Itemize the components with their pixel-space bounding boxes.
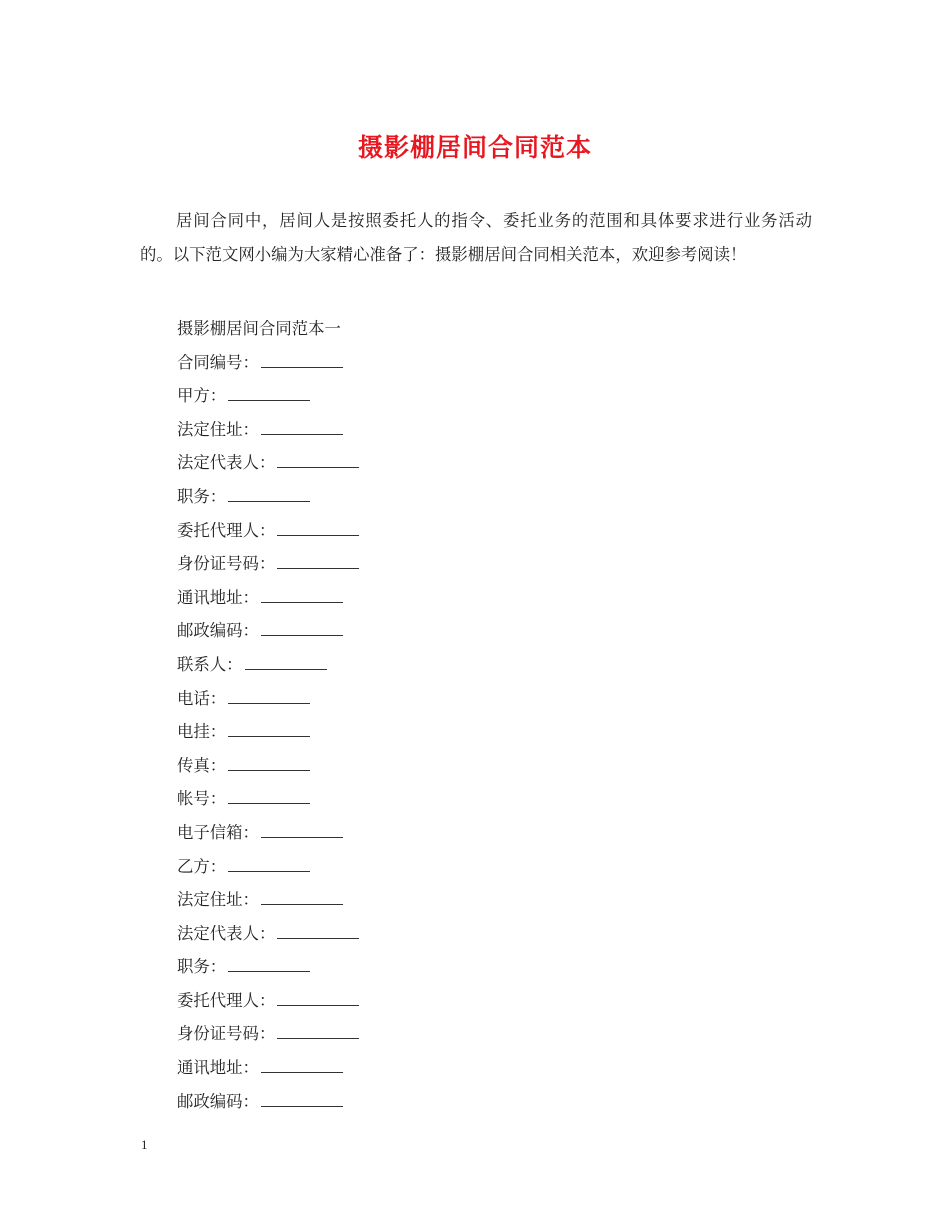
field-label: 法定代表人：	[177, 923, 276, 943]
blank-line	[261, 586, 343, 603]
blank-line	[245, 653, 327, 670]
field-a-mailing-address	[177, 581, 359, 615]
field-label: 通讯地址：	[177, 1058, 259, 1078]
field-label: 电挂：	[177, 722, 227, 742]
field-label: 法定代表人：	[177, 453, 276, 473]
field-label: 职务：	[177, 957, 227, 977]
field-b-id-number	[177, 1017, 359, 1051]
blank-line	[228, 754, 310, 771]
field-label: 委托代理人：	[177, 520, 276, 540]
blank-line	[261, 1056, 343, 1073]
blank-line	[228, 485, 310, 502]
blank-line	[277, 1022, 359, 1039]
blank-line	[228, 955, 310, 972]
field-a-legal-representative	[177, 446, 359, 480]
field-a-contact	[177, 648, 359, 682]
field-b-postal-code	[177, 1085, 359, 1119]
blank-line	[277, 552, 359, 569]
field-label: 联系人：	[177, 654, 243, 674]
section-heading: 摄影棚居间合同范本一	[177, 319, 341, 338]
blank-line	[261, 351, 343, 368]
contract-field-list	[177, 312, 359, 1118]
field-a-agent	[177, 514, 359, 548]
field-a-position	[177, 480, 359, 514]
field-label: 邮政编码：	[177, 621, 259, 641]
blank-line	[228, 687, 310, 704]
blank-line	[277, 451, 359, 468]
field-a-phone	[177, 682, 359, 716]
field-label: 身份证号码：	[177, 554, 276, 574]
blank-line	[228, 720, 310, 737]
field-label: 法定住址：	[177, 419, 259, 439]
field-label: 邮政编码：	[177, 1091, 259, 1111]
field-b-legal-representative	[177, 917, 359, 951]
field-label: 电子信箱：	[177, 822, 259, 842]
field-a-legal-address	[177, 413, 359, 447]
field-label: 合同编号：	[177, 352, 259, 372]
blank-line	[277, 519, 359, 536]
blank-line	[261, 1090, 343, 1107]
blank-line	[261, 418, 343, 435]
field-a-account	[177, 782, 359, 816]
blank-line	[228, 787, 310, 804]
blank-line	[228, 855, 310, 872]
blank-line	[261, 821, 343, 838]
blank-line	[277, 922, 359, 939]
field-label: 帐号：	[177, 789, 227, 809]
field-label: 法定住址：	[177, 890, 259, 910]
blank-line	[261, 888, 343, 905]
field-a-telegraph	[177, 715, 359, 749]
blank-line	[261, 619, 343, 636]
blank-line	[228, 384, 310, 401]
field-label: 乙方：	[177, 856, 227, 876]
field-a-fax	[177, 749, 359, 783]
field-a-id-number	[177, 547, 359, 581]
field-label: 传真：	[177, 755, 227, 775]
field-b-mailing-address	[177, 1051, 359, 1085]
field-label: 职务：	[177, 486, 227, 506]
field-contract-number	[177, 346, 359, 380]
field-label: 委托代理人：	[177, 990, 276, 1010]
field-b-agent	[177, 984, 359, 1018]
document-title: 摄影棚居间合同范本	[357, 133, 592, 162]
field-label: 甲方：	[177, 386, 227, 406]
field-label: 身份证号码：	[177, 1024, 276, 1044]
field-a-postal-code	[177, 614, 359, 648]
field-party-b	[177, 850, 359, 884]
intro-paragraph: 居间合同中，居间人是按照委托人的指令、委托业务的范围和具体要求进行业务活动的。以下范文网小编为大家精心准备了：摄影棚居间合同相关范本，欢迎参考阅读！	[140, 211, 812, 264]
field-b-position	[177, 950, 359, 984]
field-b-legal-address	[177, 883, 359, 917]
field-a-email	[177, 816, 359, 850]
field-party-a	[177, 379, 359, 413]
blank-line	[277, 989, 359, 1006]
field-label: 电话：	[177, 688, 227, 708]
page-number: 1	[141, 1137, 148, 1152]
field-label: 通讯地址：	[177, 587, 259, 607]
